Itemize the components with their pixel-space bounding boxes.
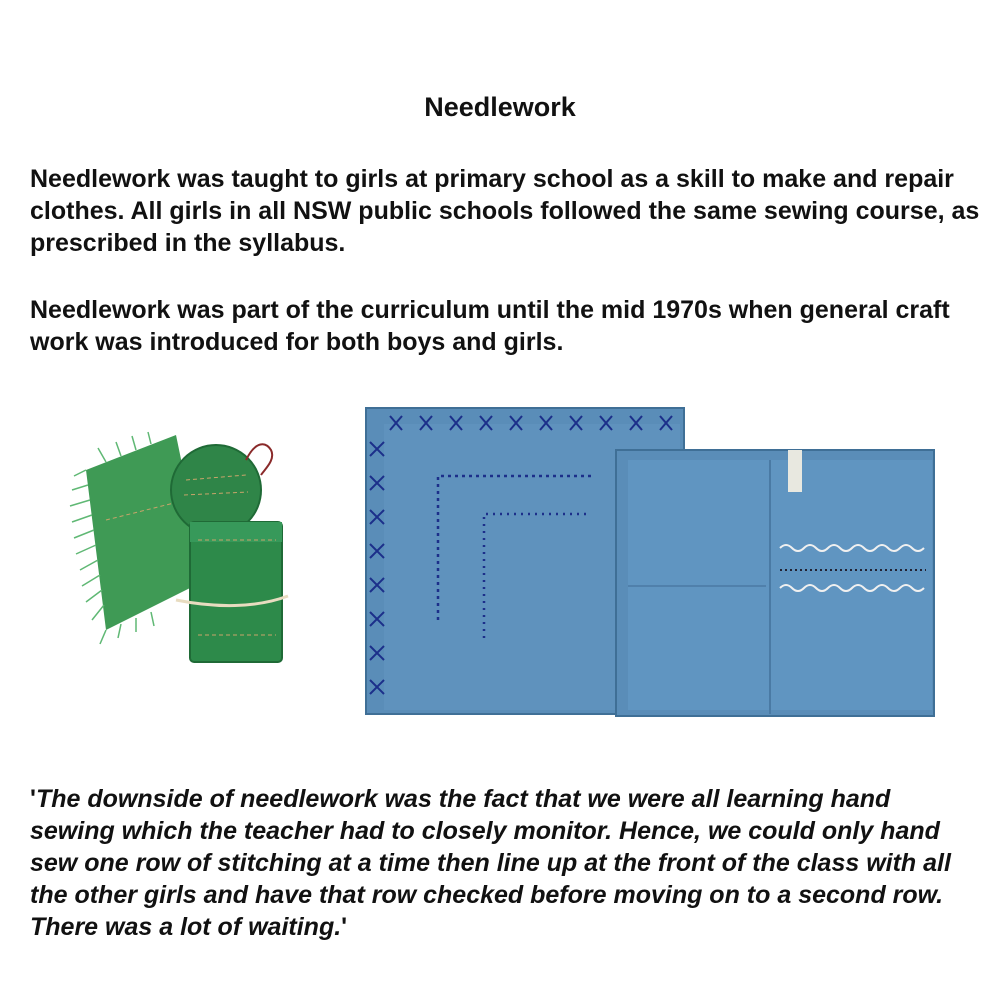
blue-needlework-photo [360, 402, 940, 722]
page-title: Needlework [424, 92, 576, 122]
curriculum-paragraph: Needlework was part of the curriculum until the mid 1970s when general craft work was introduced for both boys and girls. [30, 296, 950, 356]
quote-text: The downside of needlework was the fact that we were all learning hand sewing which the teacher had to closely monitor. Hence, we could only hand sew one row of stitching at a time then line up at the front of the class with all the other girls and have that row checked before moving on to a second row. There was a lot of waiting. [30, 785, 951, 941]
green-needlework-photo [66, 430, 298, 666]
student-quote [30, 783, 980, 943]
needle-case [176, 522, 288, 662]
quote-close-mark: ' [341, 913, 348, 941]
intro-paragraph: Needlework was taught to girls at primary school as a skill to make and repair clothes. All girls in all NSW public schools followed the same sewing course, as prescribed in the syllabus. [30, 165, 980, 257]
quote-open-mark: ' [30, 785, 36, 813]
folded-apron [616, 450, 934, 716]
